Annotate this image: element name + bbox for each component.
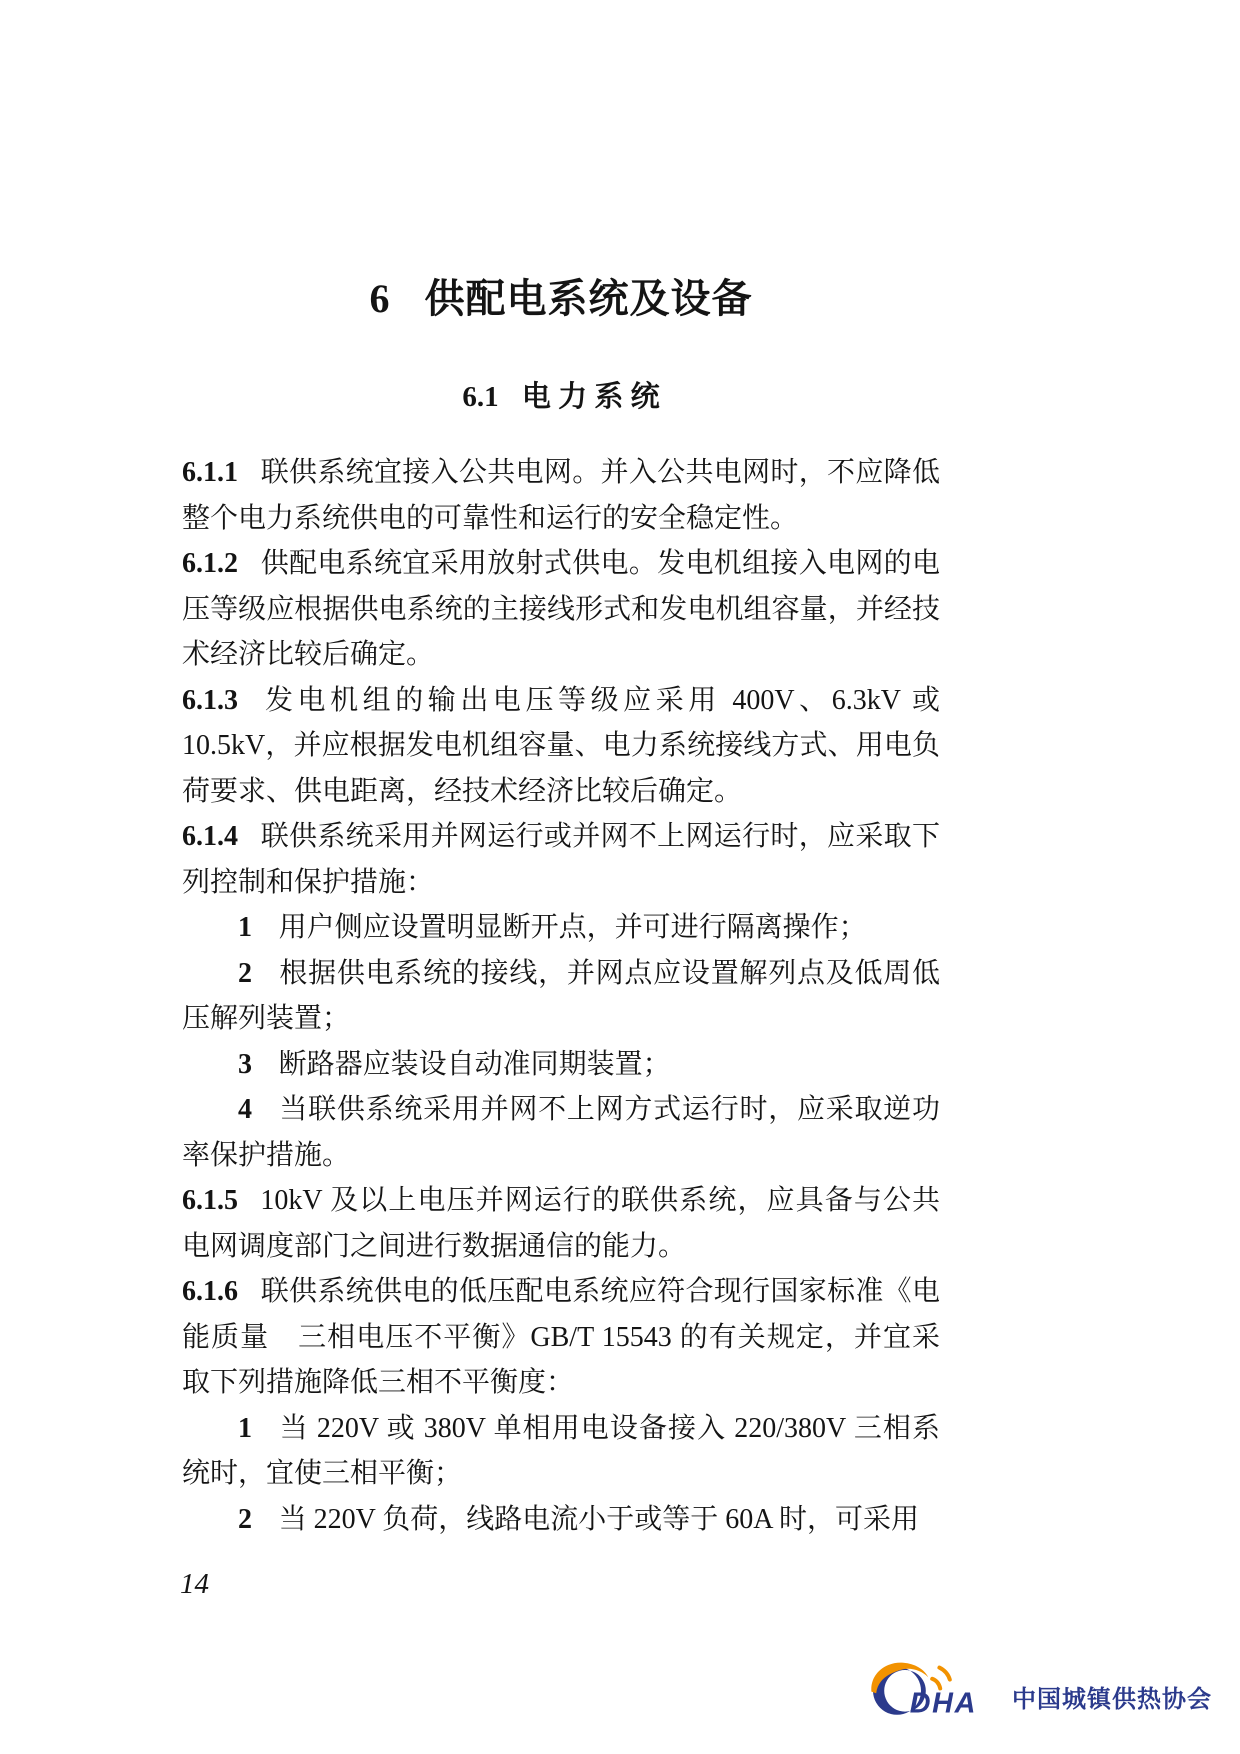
clause-6-1-5: [182, 1178, 940, 1269]
sub-item-6-1-6-2: [182, 1497, 940, 1543]
sub-item-6-1-6-1: [182, 1406, 940, 1497]
sub-item-text: 断路器应装设自动准同期装置；: [278, 1048, 671, 1080]
chapter-title-text: 供配电系统及设备: [424, 276, 753, 321]
cdha-logo: [865, 1658, 1212, 1722]
page-content: [182, 272, 940, 1542]
clause-number: 6.1.3: [182, 684, 238, 716]
clause-6-1-4: [182, 814, 940, 905]
logo-name: 中国城镇供热协会: [1012, 1686, 1212, 1713]
clause-number: 6.1.5: [182, 1185, 238, 1216]
clause-6-1-6: [182, 1269, 940, 1406]
clause-text: 联供系统宜接入公共电网。并入公共电网时，不应降低整个电力系统供电的可靠性和运行的安全稳定性。: [182, 457, 940, 534]
sub-item-number: 3: [238, 1048, 252, 1080]
logo-acronym: DHA: [910, 1687, 978, 1720]
sub-item-text: 用户侧应设置明显断开点，并可进行隔离操作；: [278, 912, 867, 943]
sub-item-text: 当联供系统采用并网不上网方式运行时，应采取逆功率保护措施。: [182, 1094, 940, 1171]
sub-item-text: 根据供电系统的接线，并网点应设置解列点及低周低压解列装置；: [182, 957, 940, 1034]
sub-item-6-1-4-3: [182, 1042, 940, 1088]
chapter-title: [182, 272, 940, 326]
clause-6-1-3: [182, 678, 940, 815]
clause-number: 6.1.6: [182, 1276, 238, 1307]
sub-item-text: 当 220V 负荷，线路电流小于或等于 60A 时，可采用: [278, 1503, 919, 1535]
clause-text: 发电机组的输出电压等级应采用 400V、6.3kV 或 10.5kV，并应根据发电机组容量、电力系统接线方式、用电负荷要求、供电距离，经技术经济比较后确定。: [182, 684, 940, 807]
sub-item-number: 1: [238, 912, 252, 943]
radiate-arc-large: [940, 1668, 950, 1680]
sub-item-6-1-4-2: [182, 951, 940, 1042]
section-title: [182, 380, 940, 414]
cdha-logo-icon: [865, 1658, 998, 1722]
sub-item-number: 1: [238, 1412, 252, 1444]
page-number: 14: [180, 1568, 209, 1600]
clause-text: 联供系统供电的低压配电系统应符合现行国家标准《电能质量 三相电压不平衡》GB/T 15543 的有关规定，并宜采取下列措施降低三相不平衡度：: [182, 1276, 940, 1398]
sub-item-6-1-4-1: [182, 905, 940, 951]
sub-item-6-1-4-4: [182, 1087, 940, 1178]
clause-number: 6.1.4: [182, 821, 238, 852]
sub-item-text: 当 220V 或 380V 单相用电设备接入 220/380V 三相系统时，宜使三相平衡；: [182, 1412, 940, 1489]
clause-number: 6.1.2: [182, 548, 238, 579]
clause-6-1-2: [182, 541, 940, 678]
clause-text: 10kV 及以上电压并网运行的联供系统，应具备与公共电网调度部门之间进行数据通信的能力。: [182, 1185, 940, 1262]
section-number: 6.1: [462, 381, 499, 413]
clause-6-1-1: [182, 450, 940, 541]
sub-item-number: 4: [238, 1094, 252, 1125]
sub-item-number: 2: [238, 957, 252, 989]
clause-text: 供配电系统宜采用放射式供电。发电机组接入电网的电压等级应根据供电系统的主接线形式和发电机组容量，并经技术经济比较后确定。: [182, 548, 940, 670]
clause-text: 联供系统采用并网运行或并网不上网运行时，应采取下列控制和保护措施：: [182, 821, 940, 898]
chapter-number: 6: [369, 276, 391, 321]
clause-number: 6.1.1: [182, 457, 238, 488]
sub-item-number: 2: [238, 1503, 252, 1535]
section-title-text: 电 力 系 统: [521, 381, 660, 413]
